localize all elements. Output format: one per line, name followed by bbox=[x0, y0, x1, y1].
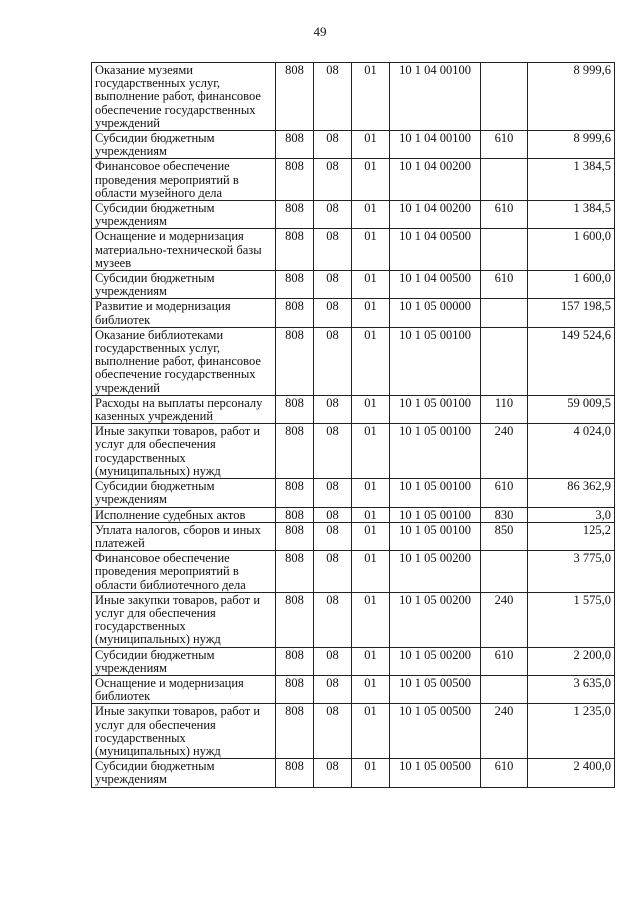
section-code-cell: 08 bbox=[314, 159, 352, 201]
subsection-code-cell: 01 bbox=[352, 704, 390, 759]
budget-table bbox=[91, 62, 615, 788]
target-article-cell: 10 1 05 00000 bbox=[390, 299, 481, 327]
section-code-cell: 08 bbox=[314, 507, 352, 522]
target-article-cell: 10 1 04 00500 bbox=[390, 271, 481, 299]
amount-cell: 125,2 bbox=[528, 522, 615, 550]
target-article-cell: 10 1 05 00500 bbox=[390, 704, 481, 759]
section-code-cell: 08 bbox=[314, 327, 352, 395]
target-article-cell: 10 1 04 00200 bbox=[390, 159, 481, 201]
expense-type-cell: 610 bbox=[481, 479, 528, 507]
subsection-code-cell: 01 bbox=[352, 131, 390, 159]
target-article-cell: 10 1 05 00500 bbox=[390, 675, 481, 703]
ministry-code-cell: 808 bbox=[276, 592, 314, 647]
table-row bbox=[92, 424, 615, 479]
expense-name-cell: Оснащение и модернизация материально-технической базы музеев bbox=[92, 229, 276, 271]
ministry-code-cell: 808 bbox=[276, 551, 314, 593]
subsection-code-cell: 01 bbox=[352, 647, 390, 675]
target-article-cell: 10 1 04 00200 bbox=[390, 201, 481, 229]
expense-type-cell: 110 bbox=[481, 395, 528, 423]
expense-name-cell: Иные закупки товаров, работ и услуг для обеспечения государственных (муниципальных) нужд bbox=[92, 704, 276, 759]
budget-table-body bbox=[92, 63, 615, 788]
expense-type-cell bbox=[481, 551, 528, 593]
section-code-cell: 08 bbox=[314, 675, 352, 703]
table-row bbox=[92, 229, 615, 271]
table-row bbox=[92, 299, 615, 327]
section-code-cell: 08 bbox=[314, 201, 352, 229]
target-article-cell: 10 1 04 00500 bbox=[390, 229, 481, 271]
table-row bbox=[92, 507, 615, 522]
amount-cell: 1 384,5 bbox=[528, 159, 615, 201]
expense-type-cell: 610 bbox=[481, 647, 528, 675]
expense-name-cell: Субсидии бюджетным учреждениям bbox=[92, 647, 276, 675]
section-code-cell: 08 bbox=[314, 229, 352, 271]
table-row bbox=[92, 159, 615, 201]
table-row bbox=[92, 592, 615, 647]
target-article-cell: 10 1 05 00500 bbox=[390, 759, 481, 787]
amount-cell: 3 775,0 bbox=[528, 551, 615, 593]
table-row bbox=[92, 479, 615, 507]
amount-cell: 8 999,6 bbox=[528, 131, 615, 159]
target-article-cell: 10 1 05 00200 bbox=[390, 551, 481, 593]
ministry-code-cell: 808 bbox=[276, 647, 314, 675]
expense-type-cell bbox=[481, 229, 528, 271]
table-row bbox=[92, 759, 615, 787]
ministry-code-cell: 808 bbox=[276, 63, 314, 131]
ministry-code-cell: 808 bbox=[276, 229, 314, 271]
amount-cell: 2 400,0 bbox=[528, 759, 615, 787]
subsection-code-cell: 01 bbox=[352, 551, 390, 593]
expense-name-cell: Расходы на выплаты персоналу казенных учреждений bbox=[92, 395, 276, 423]
ministry-code-cell: 808 bbox=[276, 159, 314, 201]
table-row bbox=[92, 327, 615, 395]
amount-cell: 4 024,0 bbox=[528, 424, 615, 479]
amount-cell: 1 384,5 bbox=[528, 201, 615, 229]
amount-cell: 59 009,5 bbox=[528, 395, 615, 423]
expense-name-cell: Субсидии бюджетным учреждениям bbox=[92, 479, 276, 507]
expense-name-cell: Субсидии бюджетным учреждениям bbox=[92, 759, 276, 787]
subsection-code-cell: 01 bbox=[352, 424, 390, 479]
section-code-cell: 08 bbox=[314, 522, 352, 550]
expense-name-cell: Уплата налогов, сборов и иных платежей bbox=[92, 522, 276, 550]
expense-type-cell: 850 bbox=[481, 522, 528, 550]
section-code-cell: 08 bbox=[314, 479, 352, 507]
expense-name-cell: Иные закупки товаров, работ и услуг для обеспечения государственных (муниципальных) нужд bbox=[92, 592, 276, 647]
amount-cell: 1 600,0 bbox=[528, 271, 615, 299]
ministry-code-cell: 808 bbox=[276, 201, 314, 229]
ministry-code-cell: 808 bbox=[276, 704, 314, 759]
page-number: 49 bbox=[313, 24, 327, 39]
ministry-code-cell: 808 bbox=[276, 395, 314, 423]
table-row bbox=[92, 271, 615, 299]
expense-type-cell: 610 bbox=[481, 271, 528, 299]
target-article-cell: 10 1 05 00100 bbox=[390, 424, 481, 479]
expense-type-cell: 240 bbox=[481, 424, 528, 479]
expense-name-cell: Исполнение судебных актов bbox=[92, 507, 276, 522]
section-code-cell: 08 bbox=[314, 551, 352, 593]
target-article-cell: 10 1 05 00200 bbox=[390, 647, 481, 675]
target-article-cell: 10 1 05 00100 bbox=[390, 395, 481, 423]
ministry-code-cell: 808 bbox=[276, 507, 314, 522]
expense-name-cell: Субсидии бюджетным учреждениям bbox=[92, 271, 276, 299]
expense-type-cell: 610 bbox=[481, 759, 528, 787]
ministry-code-cell: 808 bbox=[276, 299, 314, 327]
expense-name-cell: Оказание музеями государственных услуг, выполнение работ, финансовое обеспечение государственных учреждений bbox=[92, 63, 276, 131]
subsection-code-cell: 01 bbox=[352, 327, 390, 395]
expense-type-cell bbox=[481, 63, 528, 131]
expense-type-cell: 610 bbox=[481, 131, 528, 159]
expense-name-cell: Развитие и модернизация библиотек bbox=[92, 299, 276, 327]
target-article-cell: 10 1 04 00100 bbox=[390, 131, 481, 159]
ministry-code-cell: 808 bbox=[276, 424, 314, 479]
section-code-cell: 08 bbox=[314, 395, 352, 423]
section-code-cell: 08 bbox=[314, 63, 352, 131]
section-code-cell: 08 bbox=[314, 759, 352, 787]
expense-type-cell bbox=[481, 327, 528, 395]
table-row bbox=[92, 131, 615, 159]
expense-name-cell: Финансовое обеспечение проведения мероприятий в области музейного дела bbox=[92, 159, 276, 201]
expense-type-cell bbox=[481, 675, 528, 703]
section-code-cell: 08 bbox=[314, 424, 352, 479]
expense-type-cell bbox=[481, 299, 528, 327]
expense-name-cell: Оказание библиотеками государственных услуг, выполнение работ, финансовое обеспечение государственных учреждений bbox=[92, 327, 276, 395]
amount-cell: 8 999,6 bbox=[528, 63, 615, 131]
expense-name-cell: Финансовое обеспечение проведения мероприятий в области библиотечного дела bbox=[92, 551, 276, 593]
table-row bbox=[92, 647, 615, 675]
amount-cell: 86 362,9 bbox=[528, 479, 615, 507]
section-code-cell: 08 bbox=[314, 299, 352, 327]
ministry-code-cell: 808 bbox=[276, 131, 314, 159]
subsection-code-cell: 01 bbox=[352, 159, 390, 201]
ministry-code-cell: 808 bbox=[276, 271, 314, 299]
subsection-code-cell: 01 bbox=[352, 299, 390, 327]
expense-type-cell: 240 bbox=[481, 704, 528, 759]
subsection-code-cell: 01 bbox=[352, 592, 390, 647]
amount-cell: 2 200,0 bbox=[528, 647, 615, 675]
section-code-cell: 08 bbox=[314, 704, 352, 759]
subsection-code-cell: 01 bbox=[352, 479, 390, 507]
amount-cell: 1 600,0 bbox=[528, 229, 615, 271]
expense-type-cell: 830 bbox=[481, 507, 528, 522]
amount-cell: 1 235,0 bbox=[528, 704, 615, 759]
section-code-cell: 08 bbox=[314, 131, 352, 159]
subsection-code-cell: 01 bbox=[352, 201, 390, 229]
expense-name-cell: Оснащение и модернизация библиотек bbox=[92, 675, 276, 703]
expense-name-cell: Субсидии бюджетным учреждениям bbox=[92, 201, 276, 229]
table-row bbox=[92, 551, 615, 593]
table-row bbox=[92, 704, 615, 759]
section-code-cell: 08 bbox=[314, 271, 352, 299]
subsection-code-cell: 01 bbox=[352, 229, 390, 271]
expense-type-cell: 610 bbox=[481, 201, 528, 229]
ministry-code-cell: 808 bbox=[276, 327, 314, 395]
amount-cell: 157 198,5 bbox=[528, 299, 615, 327]
expense-name-cell: Иные закупки товаров, работ и услуг для обеспечения государственных (муниципальных) нужд bbox=[92, 424, 276, 479]
expense-type-cell bbox=[481, 159, 528, 201]
table-row bbox=[92, 201, 615, 229]
subsection-code-cell: 01 bbox=[352, 395, 390, 423]
expense-name-cell: Субсидии бюджетным учреждениям bbox=[92, 131, 276, 159]
amount-cell: 3 635,0 bbox=[528, 675, 615, 703]
expense-type-cell: 240 bbox=[481, 592, 528, 647]
subsection-code-cell: 01 bbox=[352, 63, 390, 131]
subsection-code-cell: 01 bbox=[352, 507, 390, 522]
amount-cell: 149 524,6 bbox=[528, 327, 615, 395]
target-article-cell: 10 1 05 00200 bbox=[390, 592, 481, 647]
target-article-cell: 10 1 05 00100 bbox=[390, 479, 481, 507]
ministry-code-cell: 808 bbox=[276, 479, 314, 507]
ministry-code-cell: 808 bbox=[276, 675, 314, 703]
section-code-cell: 08 bbox=[314, 592, 352, 647]
table-row bbox=[92, 675, 615, 703]
subsection-code-cell: 01 bbox=[352, 759, 390, 787]
table-row bbox=[92, 395, 615, 423]
target-article-cell: 10 1 04 00100 bbox=[390, 63, 481, 131]
amount-cell: 3,0 bbox=[528, 507, 615, 522]
ministry-code-cell: 808 bbox=[276, 522, 314, 550]
table-row bbox=[92, 63, 615, 131]
table-row bbox=[92, 522, 615, 550]
amount-cell: 1 575,0 bbox=[528, 592, 615, 647]
target-article-cell: 10 1 05 00100 bbox=[390, 522, 481, 550]
section-code-cell: 08 bbox=[314, 647, 352, 675]
target-article-cell: 10 1 05 00100 bbox=[390, 327, 481, 395]
subsection-code-cell: 01 bbox=[352, 271, 390, 299]
subsection-code-cell: 01 bbox=[352, 522, 390, 550]
target-article-cell: 10 1 05 00100 bbox=[390, 507, 481, 522]
ministry-code-cell: 808 bbox=[276, 759, 314, 787]
subsection-code-cell: 01 bbox=[352, 675, 390, 703]
